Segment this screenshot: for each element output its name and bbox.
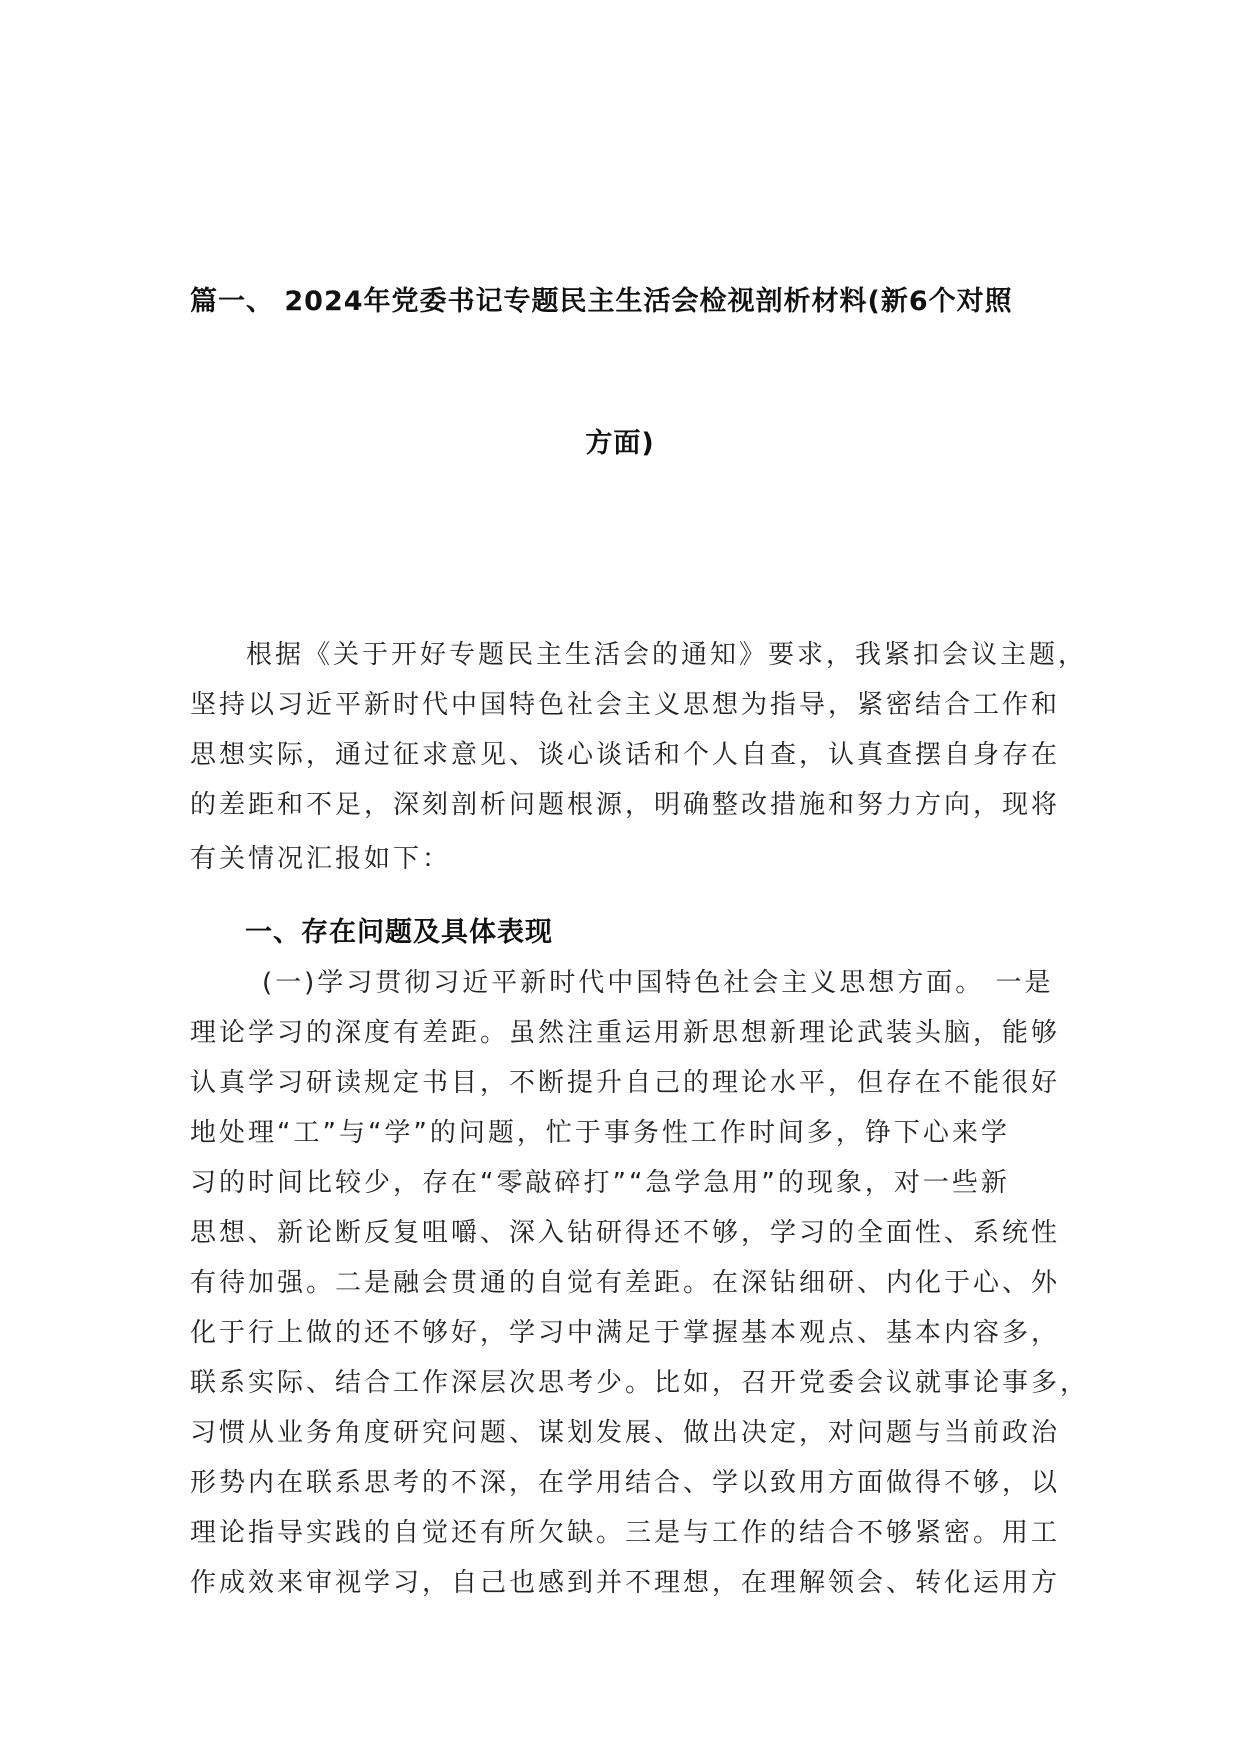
body-line: 认真学习研读规定书目，不断提升自己的理论水平，但存在不能很好 <box>190 1068 1061 1098</box>
body-line: 理论学习的深度有差距。虽然注重运用新思想新理论武装头脑，能够 <box>190 1018 1061 1048</box>
document-title: 篇一、 2024年党委书记专题民主生活会检视剖析材料(新6个对照 <box>190 286 1013 317</box>
body-line: 有待加强。二是融会贯通的自觉有差距。在深钻细研、内化于心、外 <box>190 1268 1061 1298</box>
intro-paragraph <box>190 630 1088 884</box>
body-line: 作成效来审视学习，自己也感到并不理想，在理解领会、转化运用方 <box>190 1568 1061 1598</box>
body-line: 理论指导实践的自觉还有所欠缺。三是与工作的结合不够紧密。用工 <box>190 1518 1061 1548</box>
body-line: 地处理“工”与“学”的问题，忙于事务性工作时间多，铮下心来学 <box>190 1118 1010 1148</box>
document-title-continuation: 方面) <box>585 428 655 459</box>
body-line: 联系实际、结合工作深层次思考少。比如，召开党委会议就事论事多， <box>190 1368 1090 1398</box>
intro-line: 根据《关于开好专题民主生活会的通知》要求，我紧扣会议主题， <box>246 640 1088 670</box>
intro-line: 思想实际，通过征求意见、谈心谈话和个人自查，认真查摆自身存在 <box>190 740 1061 770</box>
intro-line: 坚持以习近平新时代中国特色社会主义思想为指导，紧密结合工作和 <box>190 690 1061 720</box>
intro-line: 的差距和不足，深刻剖析问题根源，明确整改措施和努力方向，现将 <box>190 790 1061 820</box>
body-line: 习惯从业务角度研究问题、谋划发展、做出决定，对问题与当前政治 <box>190 1418 1061 1448</box>
body-line: 习的时间比较少，存在“零敲碎打”“急学急用”的现象，对一些新 <box>190 1168 1010 1198</box>
body-line: 化于行上做的还不够好，学习中满足于掌握基本观点、基本内容多， <box>190 1318 1061 1348</box>
intro-line: 有关情况汇报如下： <box>190 844 452 874</box>
body-line: (一)学习贯彻习近平新时代中国特色社会主义思想方面。 一是 <box>262 968 1054 998</box>
body-line: 思想、新论断反复咀嚼、深入钻研得还不够，学习的全面性、系统性 <box>190 1218 1061 1248</box>
section-heading: 一、存在问题及具体表现 <box>245 917 553 948</box>
body-line: 形势内在联系思考的不深，在学用结合、学以致用方面做得不够，以 <box>190 1468 1061 1498</box>
section1-paragraph <box>190 958 1090 1608</box>
